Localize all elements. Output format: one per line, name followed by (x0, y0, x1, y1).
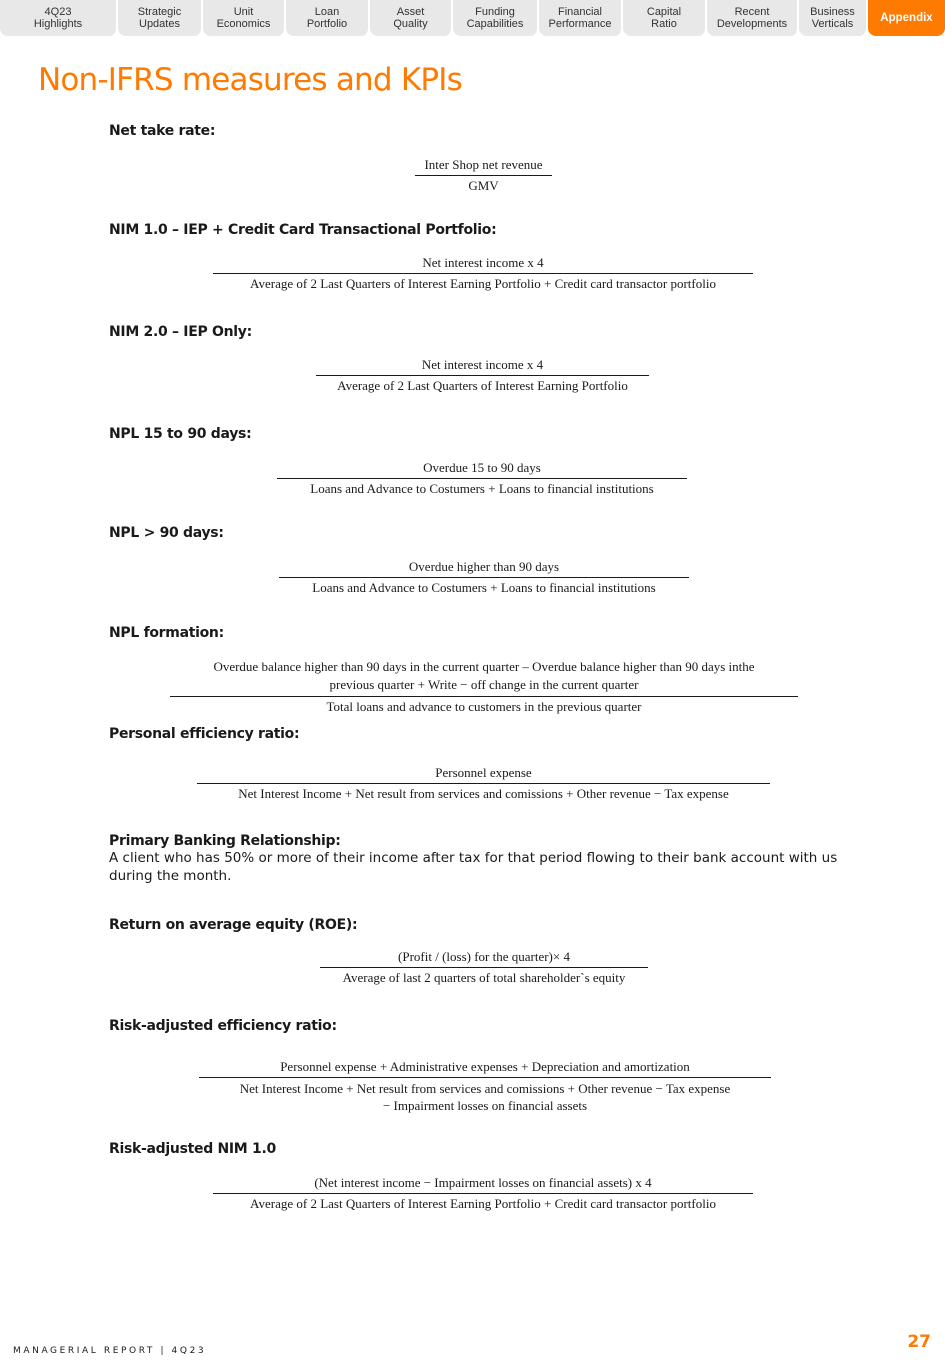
formula-denominator: GMV (468, 178, 499, 193)
tab-label: Recent Developments (716, 6, 788, 30)
section-title-npl-formation: NPL formation: (109, 625, 224, 641)
formula-net-take-rate (415, 157, 552, 194)
tab-loan-portfolio[interactable] (286, 0, 370, 36)
formula-numerator: Overdue higher than 90 days (279, 559, 689, 578)
tab-capital-ratio[interactable] (623, 0, 707, 36)
formula-numerator: Overdue 15 to 90 days (277, 460, 687, 479)
section-title-risk-adjusted-nim: Risk-adjusted NIM 1.0 (109, 1141, 276, 1157)
formula-denominator: Average of 2 Last Quarters of Interest Earning Portfolio (337, 378, 628, 393)
tab-unit-economics[interactable] (203, 0, 286, 36)
tab-label: Financial Performance (548, 6, 612, 30)
tab-label: Loan Portfolio (306, 6, 348, 30)
page-title: Non-IFRS measures and KPIs (38, 62, 462, 98)
page-number: 27 (907, 1332, 931, 1352)
tab-label: Asset Quality (393, 6, 428, 30)
formula-personal-efficiency (197, 765, 770, 802)
top-navigation (0, 0, 945, 36)
tab-funding-capabilities[interactable] (453, 0, 539, 36)
tab-label: Business Verticals (810, 6, 855, 30)
tab-appendix[interactable] (868, 0, 945, 36)
formula-denominator: Average of 2 Last Quarters of Interest Earning Portfolio + Credit card transactor portfolio (250, 1196, 716, 1211)
formula-risk-adjusted-nim (213, 1175, 753, 1212)
section-title-nim-2: NIM 2.0 – IEP Only: (109, 324, 252, 340)
formula-denominator: Net Interest Income + Net result from services and comissions + Other revenue − Tax expense (238, 786, 729, 801)
tab-label: Appendix (880, 12, 933, 24)
formula-roe (320, 949, 648, 986)
section-title-personal-efficiency: Personal efficiency ratio: (109, 726, 300, 742)
formula-denominator: Average of last 2 quarters of total shareholder`s equity (342, 970, 626, 985)
formula-npl-formation (170, 658, 798, 715)
formula-denominator: Loans and Advance to Costumers + Loans to financial institutions (310, 481, 654, 496)
formula-numerator: Net interest income x 4 (316, 357, 649, 376)
tab-label: Strategic Updates (137, 6, 182, 30)
section-title-nim-1: NIM 1.0 – IEP + Credit Card Transactional Portfolio: (109, 222, 497, 238)
tab-financial-performance[interactable] (539, 0, 623, 36)
formula-risk-adjusted-efficiency (199, 1059, 771, 1114)
formula-numerator: Overdue balance higher than 90 days in the current quarter – Overdue balance higher than 90 days inthe previous quarter + Write − off change in the current quarter (170, 658, 798, 697)
formula-numerator: Personnel expense (197, 765, 770, 784)
tab-label: Capital Ratio (646, 6, 682, 30)
formula-npl-15-90 (277, 460, 687, 497)
tab-business-verticals[interactable] (799, 0, 868, 36)
tab-asset-quality[interactable] (370, 0, 453, 36)
section-title-risk-adjusted-efficiency: Risk-adjusted efficiency ratio: (109, 1018, 337, 1034)
section-title-npl-15-90: NPL 15 to 90 days: (109, 426, 252, 442)
tab-recent-developments[interactable] (707, 0, 799, 36)
section-title-primary-banking: Primary Banking Relationship: (109, 833, 341, 849)
formula-denominator: Average of 2 Last Quarters of Interest Earning Portfolio + Credit card transactor portfolio (250, 276, 716, 291)
tab-strategic-updates[interactable] (118, 0, 203, 36)
formula-nim-2 (316, 357, 649, 394)
tab-label: Unit Economics (216, 6, 271, 30)
formula-denominator: Total loans and advance to customers in the previous quarter (326, 699, 642, 714)
section-title-roe: Return on average equity (ROE): (109, 917, 358, 933)
formula-numerator: Personnel expense + Administrative expenses + Depreciation and amortization (199, 1059, 771, 1078)
formula-numerator: (Profit / (loss) for the quarter)× 4 (320, 949, 648, 968)
formula-npl-90 (279, 559, 689, 596)
section-title-npl-90: NPL > 90 days: (109, 525, 224, 541)
formula-denominator: Net Interest Income + Net result from services and comissions + Other revenue − Tax expense − Impairment losses on financial assets (239, 1081, 731, 1113)
tab-label: 4Q23 Highlights (33, 6, 83, 30)
formula-numerator: Inter Shop net revenue (415, 157, 552, 176)
section-title-net-take-rate: Net take rate: (109, 123, 216, 139)
formula-numerator: (Net interest income − Impairment losses on financial assets) x 4 (213, 1175, 753, 1194)
tab-label: Funding Capabilities (466, 6, 524, 30)
formula-denominator: Loans and Advance to Costumers + Loans to financial institutions (312, 580, 656, 595)
footer-report-label: MANAGERIAL REPORT | 4Q23 (13, 1346, 207, 1356)
formula-nim-1 (213, 255, 753, 292)
primary-banking-definition: A client who has 50% or more of their income after tax for that period flowing to their bank account with us during the month. (109, 850, 838, 884)
tab-4q23-highlights[interactable] (0, 0, 118, 36)
formula-numerator: Net interest income x 4 (213, 255, 753, 274)
